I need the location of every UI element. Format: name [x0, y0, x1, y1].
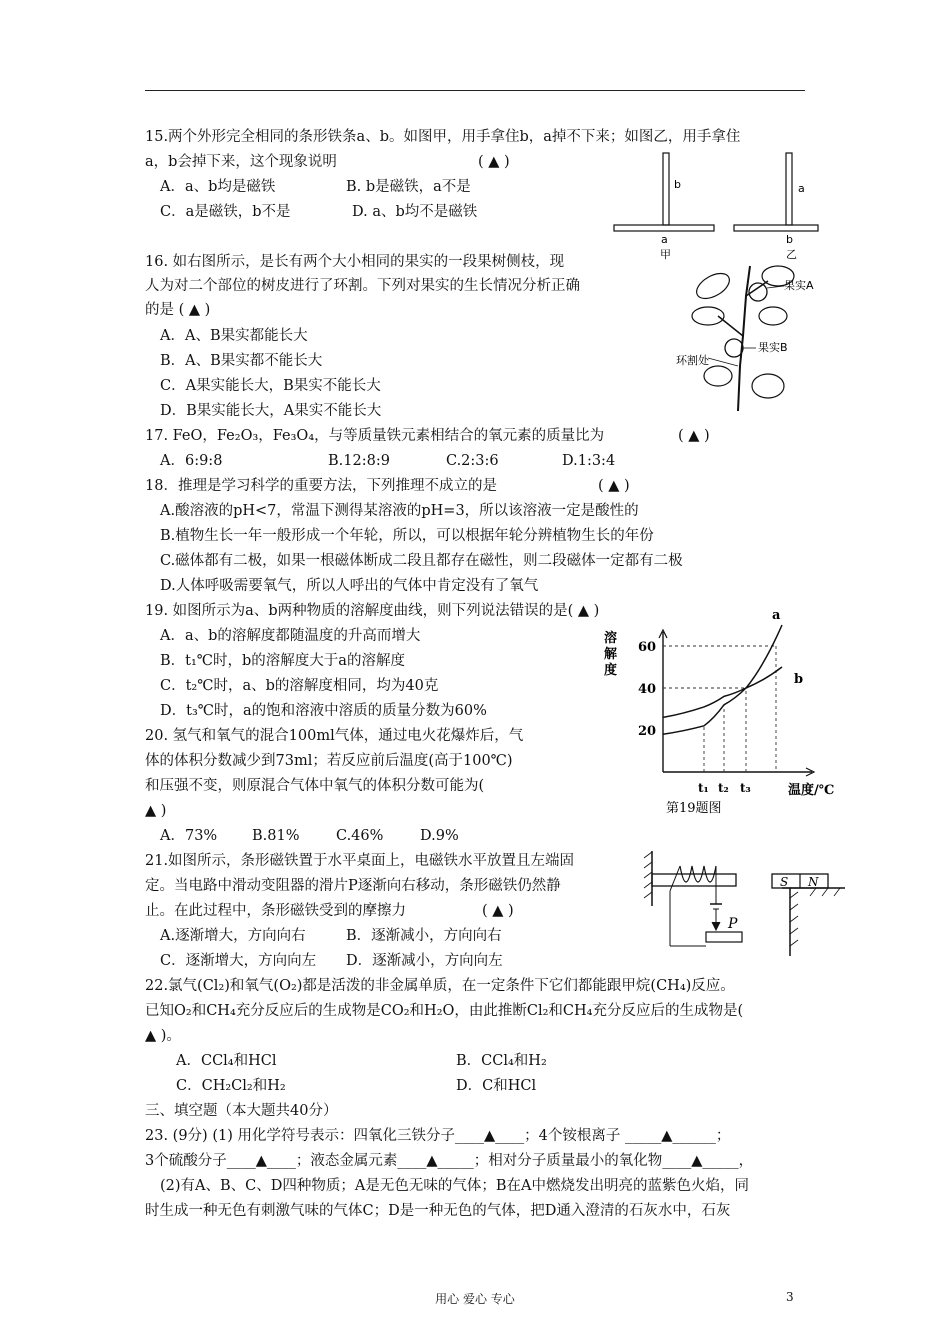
- fig-fruit-b-label: 果实B: [758, 341, 788, 354]
- x-tick-t2: t₂: [718, 781, 729, 795]
- q20-option-d: D.9%: [420, 828, 459, 844]
- q20-line2: 体的体积分数减少到73ml；若反应前后温度(高于100℃): [145, 753, 513, 769]
- q18-line1: 18．推理是学习科学的重要方法，下列推理不成立的是: [145, 478, 497, 494]
- figure-yi: [734, 153, 818, 261]
- figure-jia: [614, 153, 714, 261]
- q16-line3: 的是 ( ▲ ): [145, 302, 211, 318]
- fig-jia-a-label: a: [661, 233, 668, 246]
- q19-option-c: C．t₂℃时，a、b的溶解度相同，均为40克: [160, 678, 439, 694]
- q18-blank: ( ▲ ): [598, 478, 630, 494]
- q17-option-a: A．6:9:8: [160, 453, 223, 469]
- q20-line3: 和压强不变，则原混合气体中氧气的体积分数可能为(: [145, 778, 485, 794]
- x-tick-t3: t₃: [740, 781, 751, 795]
- y-tick-60: 60: [638, 640, 657, 655]
- fig-jia-b-label: b: [674, 178, 681, 191]
- q15-option-a: A．a、b均是磁铁: [160, 179, 276, 195]
- fig-magnet-n-label: N: [808, 875, 819, 889]
- q20-option-a: A．73%: [160, 828, 218, 844]
- q22-option-c: C．CH₂Cl₂和H₂: [176, 1078, 286, 1094]
- curve-b: [663, 667, 782, 717]
- q22-option-a: A．CCl₄和HCl: [176, 1053, 277, 1069]
- q15-blank: ( ▲ ): [478, 154, 510, 170]
- q21-line2: 定。当电路中滑动变阻器的滑片P逐渐向右移动，条形磁铁仍然静: [145, 878, 561, 894]
- q15-option-c: C．a是磁铁，b不是: [160, 204, 291, 220]
- fig-yi-caption: 乙: [786, 248, 797, 261]
- q16-fruit-branch-figure: [668, 256, 818, 416]
- q18-option-c: C.磁体都有二极，如果一根磁体断成二段且都存在磁性，则二段磁体一定都有二极: [160, 553, 683, 569]
- q22-line1: 22.氯气(Cl₂)和氧气(O₂)都是活泼的非金属单质，在一定条件下它们都能跟甲烷(CH₄)反应。: [145, 978, 735, 994]
- x-axis-label: 温度/℃: [788, 783, 835, 798]
- q17-option-d: D.1:3:4: [562, 453, 616, 469]
- q21-option-a: A.逐渐增大，方向向右: [160, 928, 306, 944]
- q20-line4: ▲ ): [145, 803, 167, 819]
- fig-yi-a-label: a: [798, 182, 805, 195]
- fig-magnet-s-label: S: [780, 875, 789, 889]
- header-rule: [145, 90, 805, 91]
- q18-option-d: D.人体呼吸需要氧气，所以人呼出的气体中肯定没有了氧气: [160, 578, 539, 594]
- x-tick-t1: t₁: [698, 781, 709, 795]
- q15-option-d: D. a、b均不是磁铁: [352, 204, 478, 220]
- q20-option-b: B.81%: [252, 828, 300, 844]
- q20-option-c: C.46%: [336, 828, 384, 844]
- fig-jia-caption: 甲: [660, 248, 671, 261]
- section-3-heading: 三、填空题（本大题共40分）: [145, 1103, 338, 1119]
- q17-option-b: B.12:8:9: [328, 453, 390, 469]
- q21-option-d: D．逐渐减小，方向向左: [346, 953, 503, 969]
- q22-line2: 已知O₂和CH₄充分反应后的生成物是CO₂和H₂O，由此推断Cl₂和CH₄充分反应后的生成物是(: [145, 1003, 744, 1019]
- q22-line3: ▲ )。: [145, 1028, 181, 1044]
- q21-line3: 止。在此过程中，条形磁铁受到的摩擦力: [145, 903, 406, 919]
- curve-label-b: b: [794, 672, 804, 687]
- q16-option-b: B．A、B果实都不能长大: [160, 353, 323, 369]
- q16-option-d: D．B果实能长大，A果实不能长大: [160, 403, 382, 419]
- q23-line2: 3个硫酸分子____▲____；液态金属元素____▲_____；相对分子质量最小的氧化物____▲_____，: [145, 1153, 754, 1169]
- q15-option-b: B. b是磁铁，a不是: [346, 179, 471, 195]
- q19-solubility-chart: [598, 608, 835, 820]
- y-tick-40: 40: [638, 682, 657, 697]
- curve-label-a: a: [772, 608, 781, 623]
- q16-option-a: A．A、B果实都能长大: [160, 328, 308, 344]
- q18-option-b: B.植物生长一年一般形成一个年轮，所以，可以根据年轮分辨植物生长的年份: [160, 528, 654, 544]
- q15-line1: 15.两个外形完全相同的条形铁条a、b。如图甲，用手拿住b，a掉不下来；如图乙，用手拿住: [145, 129, 741, 145]
- q20-line1: 20. 氢气和氧气的混合100ml气体，通过电火花爆炸后，气: [145, 728, 524, 744]
- q19-option-a: A．a、b的溶解度都随温度的升高而增大: [160, 628, 421, 644]
- fig-fruit-a-label: 果实A: [784, 279, 814, 292]
- y-tick-20: 20: [638, 724, 657, 739]
- q21-option-b: B．逐渐减小，方向向右: [346, 928, 502, 944]
- q21-electromagnet-figure: [640, 846, 850, 961]
- q21-line1: 21.如图所示，条形磁铁置于水平桌面上，电磁铁水平放置且左端固: [145, 853, 575, 869]
- q18-option-a: A.酸溶液的pH<7，常温下测得某溶液的pH=3，所以该溶液一定是酸性的: [160, 503, 639, 519]
- q23-line3: (2)有A、B、C、D四种物质；A是无色无味的气体；B在A中燃烧发出明亮的蓝紫色火焰，同: [160, 1178, 749, 1194]
- q21-option-c: C．逐渐增大，方向向左: [160, 953, 317, 969]
- y-axis-label: 溶解度: [604, 631, 618, 678]
- q16-option-c: C．A果实能长大，B果实不能长大: [160, 378, 381, 394]
- q17-blank: ( ▲ ): [678, 428, 710, 444]
- fig-yi-b-label: b: [786, 233, 793, 246]
- q22-option-d: D．C和HCl: [456, 1078, 537, 1094]
- q23-line4: 时生成一种无色有刺激气味的气体C；D是一种无色的气体，把D通入澄清的石灰水中，石灰: [145, 1203, 731, 1219]
- chart-caption: 第19题图: [666, 801, 722, 816]
- q17-line1: 17. FeO，Fe₂O₃，Fe₃O₄，与等质量铁元素相结合的氧元素的质量比为: [145, 428, 605, 444]
- q23-line1: 23. (9分) (1) 用化学符号表示：四氧化三铁分子____▲____；4个铵根离子 _____▲______；: [145, 1128, 731, 1144]
- q21-blank: ( ▲ ): [482, 903, 514, 919]
- page-number: 3: [786, 1290, 794, 1304]
- q16-line1: 16. 如右图所示，是长有两个大小相同的果实的一段果树侧枝，现: [145, 254, 565, 270]
- q15-line2: a，b会掉下来，这个现象说明: [145, 154, 337, 170]
- q16-line2: 人为对二个部位的树皮进行了环割。下列对果实的生长情况分析正确: [145, 278, 580, 294]
- q17-option-c: C.2:3:6: [446, 453, 499, 469]
- q19-option-d: D．t₃℃时，a的饱和溶液中溶质的质量分数为60%: [160, 703, 487, 719]
- fig-ring-cut-label: 环割处: [676, 354, 709, 367]
- q15-magnet-figure: [608, 148, 823, 263]
- q22-option-b: B．CCl₄和H₂: [456, 1053, 547, 1069]
- footer-slogan: 用心 爱心 专心: [435, 1292, 515, 1306]
- q19-line1: 19. 如图所示为a、b两种物质的溶解度曲线，则下列说法错误的是( ▲ ): [145, 603, 600, 619]
- fig-slider-p-label: P: [728, 916, 738, 932]
- q19-option-b: B．t₁℃时，b的溶解度大于a的溶解度: [160, 653, 405, 669]
